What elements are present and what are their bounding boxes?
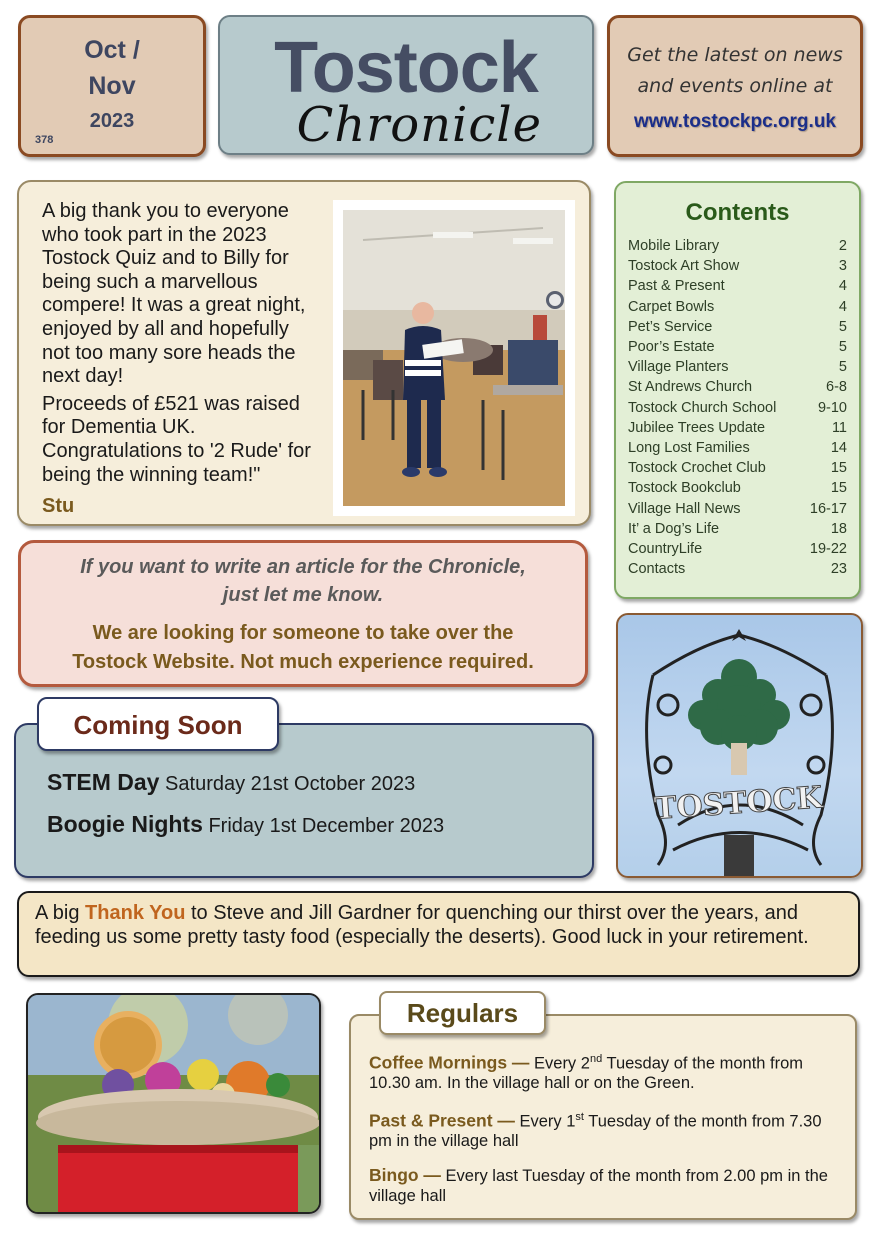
website-intro-line-2: and events online at <box>637 75 833 97</box>
quiz-signature: Stu <box>42 495 75 517</box>
article-request-line-1: If you want to write an article for the Chronicle, <box>80 556 526 578</box>
website-intro <box>610 40 860 102</box>
contents-item[interactable] <box>628 478 847 498</box>
quiz-para-2: Proceeds of £521 was raised for Dementia UK. Congratulations to '2 Rude' for being the winning team!" <box>42 392 311 486</box>
contents-item-page: 19-22 <box>809 541 847 558</box>
contents-item-page: 14 <box>830 440 847 457</box>
regulars-heading-tab <box>379 991 546 1035</box>
quiz-para-1: A big thank you to everyone who took part in the 2023 Tostock Quiz and to Billy for being such a marvellous compere! It was a great night, enjoyed by all and hopefully not too many sore heads the next day! <box>42 200 306 388</box>
contents-item-label: St Andrews Church <box>628 379 753 396</box>
regular-name: Bingo — <box>369 1165 441 1185</box>
contents-item-label: Past & Present <box>628 278 725 295</box>
contents-item[interactable] <box>628 276 847 296</box>
contents-item-page: 5 <box>838 339 847 356</box>
contents-item[interactable] <box>628 539 847 559</box>
regular-text: Every 1 <box>514 1112 576 1131</box>
issue-number: 378 <box>35 134 54 146</box>
thank-you-box <box>17 891 860 977</box>
article-request-line-2: just let me know. <box>222 584 384 606</box>
event-name: Boogie Nights <box>47 811 203 837</box>
contents-item-page: 4 <box>838 298 847 315</box>
thank-you-prefix: A big <box>35 902 86 924</box>
regular-text: Every last Tuesday of the month from 2.00 pm in the village hall <box>369 1167 828 1205</box>
masthead-title: Tostock <box>274 28 538 108</box>
coming-soon-heading-tab <box>37 697 279 751</box>
quiz-photo-illustration <box>343 210 565 506</box>
contents-item-label: Pet’s Service <box>628 318 713 335</box>
contents-item-label: Tostock Crochet Club <box>628 460 766 477</box>
village-sign-photo <box>616 613 863 878</box>
contents-item[interactable] <box>628 297 847 317</box>
contents-item-label: Long Lost Families <box>628 440 750 457</box>
contents-item-page: 6-8 <box>826 379 847 396</box>
contents-item-label: Tostock Art Show <box>628 258 740 275</box>
article-request <box>21 553 585 609</box>
contents-panel <box>614 181 861 599</box>
event-name: STEM Day <box>47 769 160 795</box>
contents-item[interactable] <box>628 519 847 539</box>
contents-item-label: It’ a Dog’s Life <box>628 520 720 537</box>
thank-you-highlight: Thank You <box>85 902 186 924</box>
masthead-subtitle: Chronicle <box>296 97 542 153</box>
regular-text: Tuesday of the month from 7.30 pm in the village hall <box>369 1112 822 1150</box>
regular-name: Past & Present — <box>369 1110 515 1131</box>
event-item <box>47 769 415 796</box>
contents-item-label: Carpet Bowls <box>628 298 715 315</box>
website-link[interactable]: www.tostockpc.org.uk <box>634 111 836 132</box>
regular-text: Tuesday of the month from 10.30 am. In the village hall or on the Green. <box>369 1054 804 1092</box>
regular-name: Coffee Mornings — <box>369 1052 530 1073</box>
postbox-topper-photo <box>26 993 321 1214</box>
village-sign-illustration <box>618 615 861 876</box>
issue-year: 2023 <box>89 110 135 132</box>
contents-item-label: Jubilee Trees Update <box>628 419 766 436</box>
contents-item-label: Mobile Library <box>628 238 720 254</box>
quiz-article <box>17 180 591 526</box>
contents-item-label: Tostock Church School <box>628 399 777 416</box>
quiz-text <box>42 200 322 491</box>
contents-item[interactable] <box>628 438 847 458</box>
contents-item-page: 9-10 <box>817 399 847 416</box>
contents-item-page: 5 <box>838 318 847 335</box>
contents-item[interactable] <box>628 357 847 377</box>
village-sign-text: TOSTOCK <box>653 780 824 827</box>
event-item <box>47 811 444 838</box>
contents-item[interactable] <box>628 559 847 579</box>
regular-ordinal: nd <box>589 1053 603 1065</box>
contents-item[interactable] <box>628 499 847 519</box>
regulars-title: Regulars <box>406 998 519 1028</box>
contents-item-label: Poor’s Estate <box>628 339 715 356</box>
contents-item[interactable] <box>628 377 847 397</box>
website-volunteer-line-1: We are looking for someone to take over the <box>92 622 514 644</box>
postbox-illustration <box>28 995 319 1212</box>
contents-item[interactable] <box>628 398 847 418</box>
quiz-photo <box>333 200 575 516</box>
contents-item-page: 23 <box>830 561 847 578</box>
contents-item[interactable] <box>628 317 847 337</box>
contents-item[interactable] <box>628 458 847 478</box>
masthead <box>218 15 594 155</box>
regular-item <box>369 1166 844 1206</box>
event-date: Friday 1st December 2023 <box>208 815 445 837</box>
contents-item-page: 16-17 <box>809 500 847 517</box>
website-box <box>607 15 863 157</box>
issue-month-2: Nov <box>88 72 136 100</box>
contents-item[interactable] <box>628 236 847 256</box>
contents-item[interactable] <box>628 256 847 276</box>
regular-item <box>369 1108 844 1152</box>
contents-item-label: CountryLife <box>628 541 703 558</box>
issue-date-box <box>18 15 206 157</box>
contents-item-page: 15 <box>830 480 847 497</box>
coming-soon-title: Coming Soon <box>73 710 243 740</box>
contents-item-page: 2 <box>838 238 847 254</box>
regular-ordinal: st <box>575 1111 584 1123</box>
contents-item-label: Village Planters <box>628 359 729 376</box>
thank-you-body: to Steve and Jill Gardner for quenching our thirst over the years, and feeding us some pretty tasty food (especially the deserts). Good luck in your retirement. <box>35 902 809 948</box>
contents-item-page: 11 <box>831 419 847 436</box>
contents-item-label: Village Hall News <box>628 500 741 517</box>
regular-item <box>369 1050 844 1094</box>
event-date: Saturday 21st October 2023 <box>165 773 416 795</box>
contents-item[interactable] <box>628 337 847 357</box>
quiz-photo-image <box>343 210 565 506</box>
contents-item-page: 15 <box>830 460 847 477</box>
contents-item-page: 5 <box>838 359 847 376</box>
thank-you-text <box>35 901 845 949</box>
website-volunteer-line-2: Tostock Website. Not much experience required. <box>72 651 534 673</box>
contents-item-page: 4 <box>838 278 847 295</box>
regulars-panel <box>349 1014 857 1220</box>
website-volunteer <box>21 619 585 677</box>
regular-text: Every 2 <box>529 1054 590 1073</box>
contents-item-label: Tostock Bookclub <box>628 480 741 497</box>
contents-item-page: 3 <box>838 258 847 275</box>
contents-title: Contents <box>685 199 790 226</box>
contents-list <box>628 236 847 579</box>
website-intro-line-1: Get the latest on news <box>627 44 843 66</box>
contents-item-label: Contacts <box>628 561 686 578</box>
contents-item[interactable] <box>628 418 847 438</box>
article-request-box <box>18 540 588 687</box>
contents-item-page: 18 <box>830 520 847 537</box>
issue-month-1: Oct / <box>84 36 140 64</box>
